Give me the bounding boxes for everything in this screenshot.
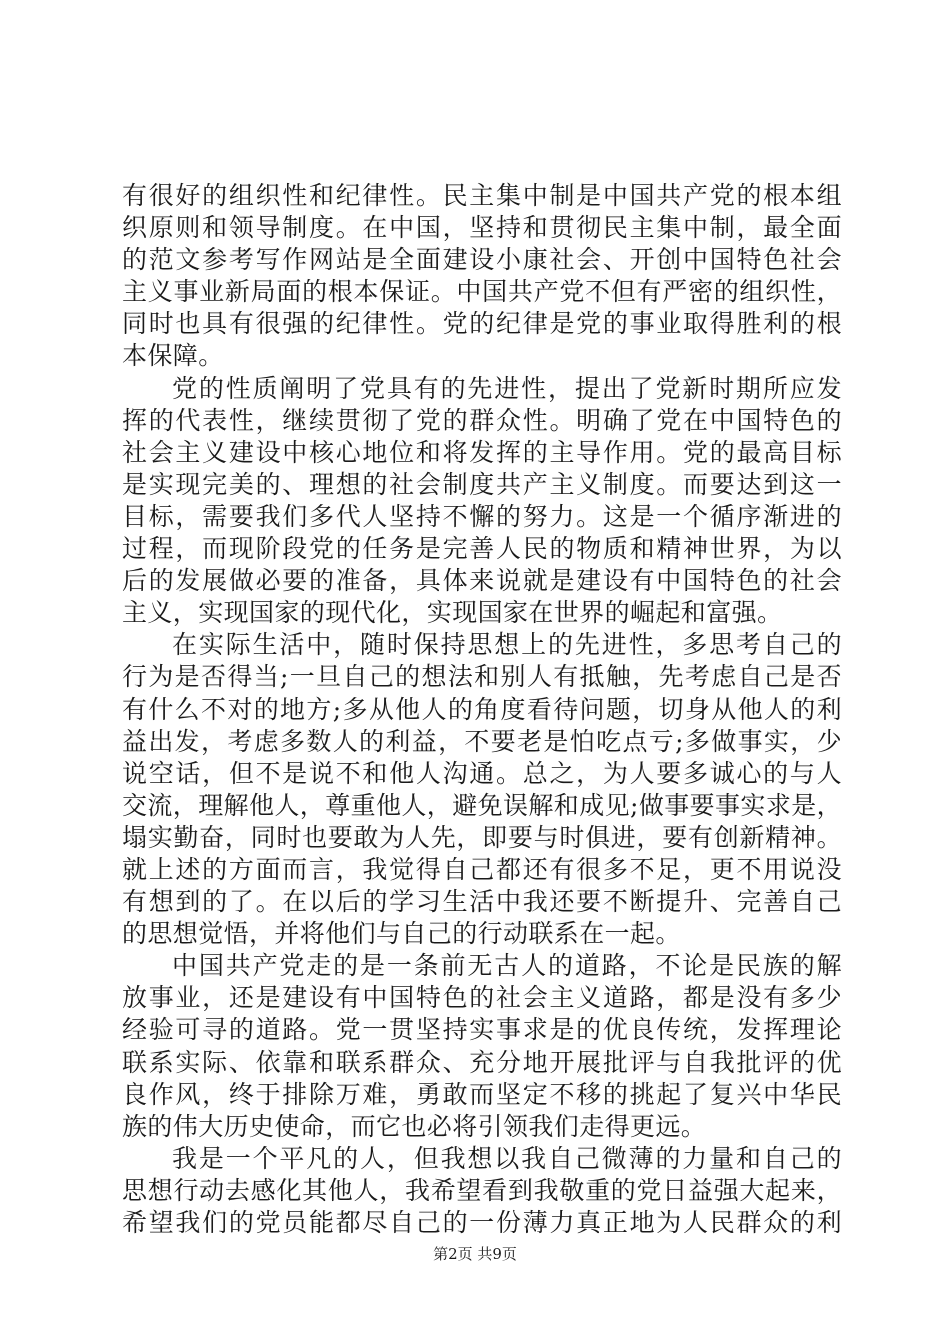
text-line: 过程，而现阶段党的任务是完善人民的物质和精神世界，为以 (122, 534, 842, 564)
text-line: 有什么不对的地方;多从他人的角度看待问题，切身从他人的利 (122, 694, 842, 724)
text-line: 的范文参考写作网站是全面建设小康社会、开创中国特色社会 (122, 245, 842, 275)
text-line: 主义事业新局面的根本保证。中国共产党不但有严密的组织性， (122, 277, 842, 307)
text-line: 是实现完美的、理想的社会制度共产主义制度。而要达到这一 (122, 469, 842, 499)
text-line: 思想行动去感化其他人，我希望看到我敬重的党日益强大起来， (122, 1175, 842, 1205)
page-footer: 第2页 共9页 (433, 1245, 517, 1263)
text-line: 织原则和领导制度。在中国，坚持和贯彻民主集中制，最全面 (122, 213, 842, 243)
text-line: 挥的代表性，继续贯彻了党的群众性。明确了党在中国特色的 (122, 405, 842, 435)
text-line: 希望我们的党员能都尽自己的一份薄力真正地为人民群众的利 (122, 1208, 842, 1237)
text-line: 主义，实现国家的现代化，实现国家在世界的崛起和富强。 (122, 598, 783, 628)
text-line: 经验可寻的道路。党一贯坚持实事求是的优良传统，发挥理论 (122, 1015, 842, 1045)
text-line: 族的伟大历史使命，而它也必将引领我们走得更远。 (122, 1111, 707, 1141)
text-line: 本保障。 (122, 341, 224, 371)
text-line: 党的性质阐明了党具有的先进性，提出了党新时期所应发 (172, 373, 842, 403)
text-line: 联系实际、依靠和联系群众、充分地开展批评与自我批评的优 (122, 1047, 842, 1077)
text-line: 益出发，考虑多数人的利益，不要老是怕吃点亏;多做事实，少 (122, 726, 842, 756)
text-line: 社会主义建设中核心地位和将发挥的主导作用。党的最高目标 (122, 437, 842, 467)
text-line: 行为是否得当;一旦自己的想法和别人有抵触，先考虑自己是否 (122, 662, 842, 692)
text-line: 就上述的方面而言，我觉得自己都还有很多不足，更不用说没 (122, 854, 842, 884)
text-line: 的思想觉悟，并将他们与自己的行动联系在一起。 (122, 919, 681, 949)
text-line: 有很好的组织性和纪律性。民主集中制是中国共产党的根本组 (122, 181, 842, 210)
text-line: 我是一个平凡的人，但我想以我自己微薄的力量和自己的 (172, 1143, 842, 1173)
text-line: 说空话，但不是说不和他人沟通。总之，为人要多诚心的与人 (122, 758, 842, 788)
text-line: 塌实勤奋，同时也要敢为人先，即要与时俱进，要有创新精神。 (122, 822, 842, 852)
text-line: 良作风，终于排除万难，勇敢而坚定不移的挑起了复兴中华民 (122, 1079, 842, 1109)
text-line: 目标，需要我们多代人坚持不懈的努力。这是一个循序渐进的 (122, 501, 842, 531)
text-line: 有想到的了。在以后的学习生活中我还要不断提升、完善自己 (122, 887, 842, 917)
text-line: 在实际生活中，随时保持思想上的先进性，多思考自己的 (172, 630, 842, 660)
text-line: 放事业，还是建设有中国特色的社会主义道路，都是没有多少 (122, 983, 842, 1013)
text-line: 中国共产党走的是一条前无古人的道路，不论是民族的解 (172, 951, 842, 981)
document-body (122, 180, 842, 1239)
text-line: 后的发展做必要的准备，具体来说就是建设有中国特色的社会 (122, 566, 842, 596)
text-line: 交流，理解他人，尊重他人，避免误解和成见;做事要事实求是， (122, 790, 843, 820)
text-line: 同时也具有很强的纪律性。党的纪律是党的事业取得胜利的根 (122, 309, 842, 339)
